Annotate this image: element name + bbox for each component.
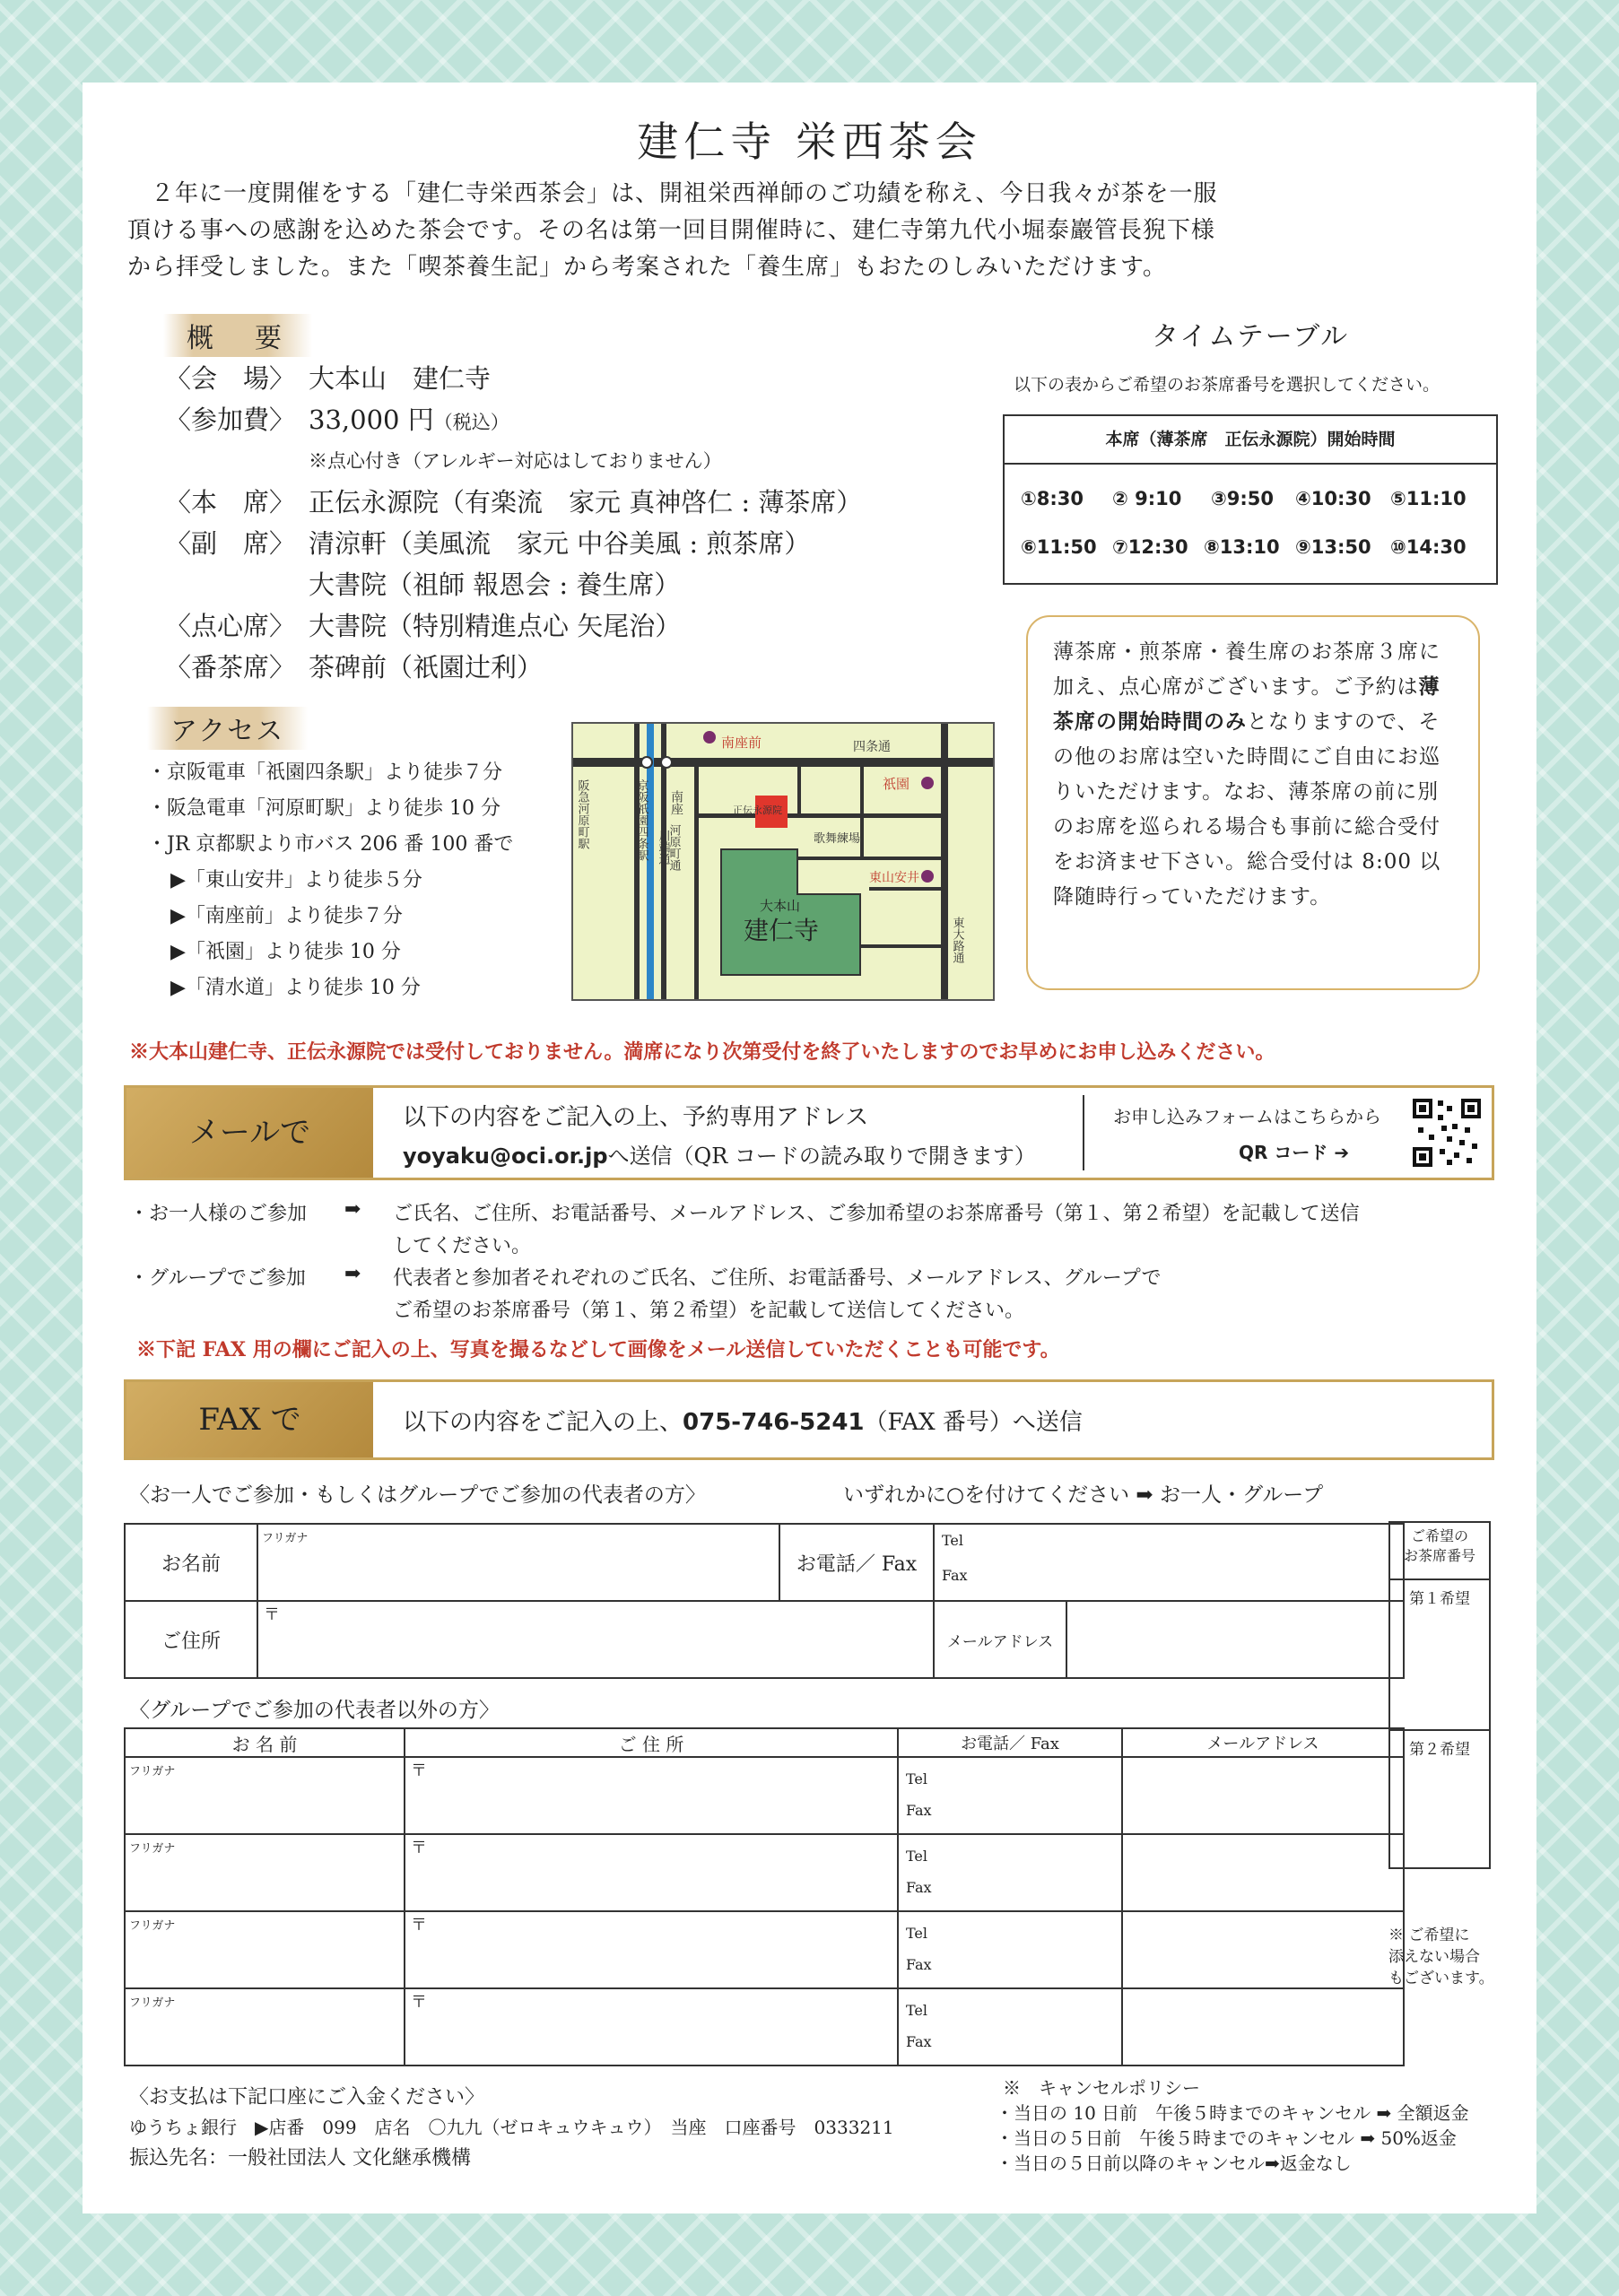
mail-detail-text: 代表者と参加者それぞれのご氏名、ご住所、お電話番号、メールアドレス、グループで bbox=[393, 1267, 1162, 1290]
time-slot[interactable]: ⑧13:10 bbox=[1204, 536, 1280, 558]
tel-label: Tel bbox=[906, 2002, 928, 2019]
fax-instruction-text: （FAX 番号）へ送信 bbox=[864, 1409, 1083, 1436]
cancel-heading: ※ キャンセルポリシー bbox=[1003, 2077, 1200, 2099]
mail-instruction-text: へ送信（QR コードの読み取りで開きます） bbox=[607, 1144, 1036, 1169]
map-label: 川端通 bbox=[656, 830, 670, 865]
intro-line: 頂ける事への感謝を込めた茶会です。その名は第一回目開催時に、建仁寺第九代小堀泰巖管長猊下様 bbox=[127, 217, 1215, 244]
time-slot[interactable]: ⑦12:30 bbox=[1112, 536, 1188, 558]
member-name-field[interactable] bbox=[125, 1757, 405, 1834]
preference-head: ご希望の お茶席番号 bbox=[1390, 1523, 1489, 1580]
member-phone-field[interactable] bbox=[898, 1988, 1122, 2066]
phone-label: お電話／ Fax bbox=[779, 1524, 934, 1601]
mail-band bbox=[124, 1085, 1494, 1180]
time-slot[interactable]: ⑥11:50 bbox=[1021, 536, 1097, 558]
postal-mark: 〒 bbox=[411, 1993, 427, 2012]
time-slot[interactable]: ①8:30 bbox=[1021, 488, 1084, 509]
overview-label: 〈副 席〉 bbox=[165, 528, 296, 559]
overview-label: 〈番茶席〉 bbox=[165, 652, 296, 683]
time-slot[interactable]: ④10:30 bbox=[1295, 488, 1371, 509]
access-map bbox=[571, 722, 995, 1001]
member-phone-field[interactable] bbox=[898, 1757, 1122, 1834]
col-header: お 名 前 bbox=[125, 1728, 405, 1757]
mail-instruction-2 bbox=[403, 1138, 1036, 1170]
col-header: ご 住 所 bbox=[405, 1728, 898, 1757]
furigana-label: フリガナ bbox=[129, 1842, 176, 1856]
cancel-item: ・当日の 10 日前 午後５時までのキャンセル ➡ 全額返金 bbox=[996, 2102, 1469, 2124]
map-label: 祇園 bbox=[883, 776, 910, 792]
furigana-label: フリガナ bbox=[129, 1765, 176, 1779]
higashioji-road bbox=[941, 724, 948, 999]
bus-stop-marker bbox=[921, 870, 934, 883]
table-row bbox=[125, 1988, 1404, 2066]
fax-instruction bbox=[403, 1404, 1083, 1437]
overview-value: 正伝永源院（有楽流 家元 真神啓仁 : 薄茶席） bbox=[309, 487, 863, 517]
payee-info: 振込先名：一般社団法人 文化継承機構 bbox=[129, 2147, 471, 2170]
fax-band-label: FAX で bbox=[126, 1382, 373, 1457]
note-emphasis: 薄茶席の開始時間のみ bbox=[1053, 675, 1441, 734]
overview-label: 〈本 席〉 bbox=[165, 487, 296, 517]
time-slot[interactable]: ⑨13:50 bbox=[1295, 536, 1371, 558]
overview-value: 大書院（祖師 報恩会 : 養生席） bbox=[309, 570, 681, 600]
cancel-policy bbox=[996, 2075, 1469, 2176]
tel-label: Tel bbox=[906, 1848, 928, 1865]
name-label: お名前 bbox=[125, 1524, 257, 1601]
bus-stop-marker bbox=[921, 777, 934, 789]
form-link-text: お申し込みフォームはこちらから bbox=[1113, 1106, 1381, 1127]
member-address-field[interactable] bbox=[405, 1988, 898, 2066]
second-choice-field[interactable] bbox=[1390, 1731, 1489, 1759]
timetable-head: 本席（薄茶席 正伝永源院）開始時間 bbox=[1005, 416, 1496, 465]
fax-label: Fax bbox=[942, 1567, 968, 1584]
overview-row bbox=[165, 606, 681, 643]
time-slot[interactable]: ⑩14:30 bbox=[1390, 536, 1467, 558]
postal-mark: 〒 bbox=[411, 1916, 427, 1935]
qr-code-icon[interactable] bbox=[1411, 1097, 1483, 1169]
group-members-form bbox=[124, 1727, 1405, 2066]
reservation-note bbox=[1026, 615, 1480, 990]
fax-band bbox=[124, 1379, 1494, 1460]
station-marker bbox=[661, 757, 672, 768]
overview-value: 清涼軒（美風流 家元 中谷美風 : 煎茶席） bbox=[309, 528, 811, 559]
mail-detail-text: してください。 bbox=[393, 1235, 532, 1257]
map-label: 京阪祇園四条駅 bbox=[634, 779, 648, 861]
access-item: ・阪急電車「河原町駅」より徒歩 10 分 bbox=[147, 797, 500, 820]
overview-value: 大書院（特別精進点心 矢尾治） bbox=[309, 611, 682, 641]
mail-instruction: 以下の内容をご記入の上、予約専用アドレス bbox=[403, 1104, 869, 1131]
map-label: 正伝永源院 bbox=[733, 804, 782, 816]
flyer-sheet bbox=[83, 83, 1536, 2213]
member-name-field[interactable] bbox=[125, 1988, 405, 2066]
access-item: ・京阪電車「祇園四条駅」より徒歩７分 bbox=[147, 761, 503, 784]
postal-mark: 〒 bbox=[411, 1839, 427, 1857]
access-item: ▶「清水道」より徒歩 10 分 bbox=[170, 977, 421, 999]
table-row bbox=[125, 1911, 1404, 1988]
qr-label bbox=[1239, 1138, 1349, 1164]
map-label: 東大路通 bbox=[950, 917, 964, 963]
postal-mark: 〒 bbox=[411, 1761, 427, 1780]
arrow-right-icon: ➡ bbox=[344, 1263, 361, 1285]
overview-suffix: （税込） bbox=[433, 412, 509, 433]
map-label: 南座 bbox=[669, 790, 683, 815]
map-label: 河原町通 bbox=[666, 824, 681, 871]
map-label: 四条通 bbox=[853, 740, 891, 754]
timetable-instruction: 以下の表からご希望のお茶席番号を選択してください。 bbox=[1014, 375, 1441, 395]
bus-stop-marker bbox=[703, 731, 716, 744]
first-choice-field[interactable] bbox=[1390, 1580, 1489, 1731]
col-header: メールアドレス bbox=[1122, 1728, 1404, 1757]
mail-detail-who: ・グループでご参加 bbox=[129, 1267, 306, 1290]
col-header: お電話／ Fax bbox=[898, 1728, 1122, 1757]
postal-mark: 〒 bbox=[264, 1605, 280, 1624]
member-email-field[interactable] bbox=[1122, 1988, 1404, 2066]
name-field[interactable] bbox=[257, 1524, 779, 1601]
station-marker bbox=[641, 757, 652, 768]
overview-note: ※点心付き（アレルギー対応はしておりません） bbox=[309, 450, 722, 472]
time-slot[interactable]: ② 9:10 bbox=[1112, 488, 1182, 509]
fax-label: Fax bbox=[906, 1956, 932, 1973]
mail-divider bbox=[1083, 1095, 1084, 1170]
qr-label-text: QR コード bbox=[1239, 1142, 1328, 1163]
email-label: メールアドレス bbox=[934, 1601, 1066, 1678]
access-item: ▶「南座前」より徒歩７分 bbox=[170, 905, 403, 927]
cancel-item: ・当日の５日前 午後５時までのキャンセル ➡ 50%返金 bbox=[996, 2127, 1457, 2149]
mail-detail-text: ご氏名、ご住所、お電話番号、メールアドレス、ご参加希望のお茶席番号（第１、第２希望）を記載して送信 bbox=[393, 1203, 1360, 1225]
map-label: 大本山 bbox=[760, 898, 801, 914]
tel-label: Tel bbox=[906, 1925, 928, 1942]
mail-detail-text: ご希望のお茶席番号（第１、第２希望）を記載して送信してください。 bbox=[393, 1300, 1025, 1322]
overview-value: 33,000 円 bbox=[309, 404, 434, 435]
map-label: 阪急河原町駅 bbox=[575, 779, 589, 849]
participation-choice[interactable]: いずれかに○を付けてください ➡ お一人・グループ bbox=[843, 1483, 1324, 1507]
arrow-right-icon: ➔ bbox=[1334, 1142, 1350, 1163]
email-field[interactable] bbox=[1066, 1601, 1404, 1678]
intro-line: ２年に一度開催をする「建仁寺栄西茶会」は、開祖栄西禅師のご功績を称え、今日我々が茶を一服 bbox=[151, 180, 1218, 207]
page-title: 建仁寺 栄西茶会 bbox=[637, 117, 982, 166]
mail-address[interactable]: yoyaku@oci.or.jp bbox=[403, 1144, 608, 1169]
member-email-field[interactable] bbox=[1122, 1757, 1404, 1834]
note-text: 薄茶席・煎茶席・養生席のお茶席３席に加え、点心席がございます。ご予約は bbox=[1053, 640, 1441, 699]
timetable-box bbox=[1003, 414, 1498, 585]
form1-heading: 〈お一人でご参加・もしくはグループでご参加の代表者の方〉 bbox=[129, 1483, 706, 1507]
access-heading: アクセス bbox=[147, 707, 308, 750]
tel-label: Tel bbox=[906, 1770, 928, 1787]
overview-value: 茶碑前（祇園辻利） bbox=[309, 652, 544, 683]
access-item: ▶「東山安井」より徒歩５分 bbox=[170, 869, 422, 891]
time-slot[interactable]: ③9:50 bbox=[1211, 488, 1275, 509]
fax-photo-warning: ※下記 FAX 用の欄にご記入の上、写真を撮るなどして画像をメール送信していただくことも可能です。 bbox=[136, 1338, 1060, 1361]
map-label: 東山安井 bbox=[869, 871, 919, 885]
first-choice-label: 第１希望 bbox=[1409, 1590, 1470, 1608]
overview-label: 〈参加費〉 bbox=[165, 404, 296, 435]
map-label: 南座前 bbox=[721, 735, 762, 751]
note-text: となりますので、その他のお席は空いた時間にご自由にお巡りいただけます。なお、薄茶席の前に別のお席を巡られる場合も事前に総合受付をお済ませ下さい。総合受付は 8:00 以降随時行っていただけます。 bbox=[1053, 710, 1441, 909]
address-field[interactable] bbox=[257, 1601, 934, 1678]
overview-value: 大本山 建仁寺 bbox=[309, 363, 492, 394]
map-label: 歌舞練場 bbox=[814, 832, 861, 846]
fax-label: Fax bbox=[906, 1802, 932, 1819]
address-label: ご住所 bbox=[125, 1601, 257, 1678]
payment-heading: 〈お支払は下記口座にご入金ください〉 bbox=[129, 2086, 485, 2109]
member-address-field[interactable] bbox=[405, 1911, 898, 1988]
arrow-right-icon: ➡ bbox=[344, 1198, 361, 1221]
overview-row bbox=[165, 524, 810, 561]
member-phone-field[interactable] bbox=[898, 1834, 1122, 1911]
representative-form bbox=[124, 1523, 1405, 1679]
tel-label: Tel bbox=[942, 1532, 964, 1549]
intro-text bbox=[127, 176, 1491, 286]
furigana-label: フリガナ bbox=[129, 1919, 176, 1933]
overview-row bbox=[165, 483, 862, 519]
member-email-field[interactable] bbox=[1122, 1911, 1404, 1988]
form2-heading: 〈グループでご参加の代表者以外の方〉 bbox=[129, 1699, 500, 1722]
fax-label: Fax bbox=[906, 1879, 932, 1896]
fax-instruction-text: 以下の内容をご記入の上、 bbox=[403, 1409, 683, 1436]
overview-row bbox=[165, 648, 543, 684]
furigana-label: フリガナ bbox=[129, 1996, 176, 2010]
intro-line: から拝受しました。また「喫茶養生記」から考案された「養生席」もおたのしみいただけます。 bbox=[127, 254, 1167, 281]
member-name-field[interactable] bbox=[125, 1911, 405, 1988]
map-label: 建仁寺 bbox=[744, 916, 820, 945]
overview-row bbox=[165, 400, 509, 437]
overview-label: 〈会 場〉 bbox=[165, 363, 296, 394]
member-address-field[interactable] bbox=[405, 1757, 898, 1834]
timetable-heading: タイムテーブル bbox=[1152, 321, 1350, 352]
overview-heading: 概 要 bbox=[163, 314, 312, 357]
access-item: ▶「祇園」より徒歩 10 分 bbox=[170, 941, 401, 963]
member-phone-field[interactable] bbox=[898, 1911, 1122, 1988]
furigana-label: フリガナ bbox=[262, 1532, 309, 1545]
mail-band-label: メールで bbox=[126, 1088, 373, 1178]
cancel-item: ・当日の５日前以降のキャンセル➡返金なし bbox=[996, 2152, 1352, 2174]
phone-field[interactable] bbox=[934, 1524, 1404, 1601]
preference-note: ※ ご希望に 添えない場合 もございます。 bbox=[1388, 1926, 1494, 1987]
member-address-field[interactable] bbox=[405, 1834, 898, 1911]
member-name-field[interactable] bbox=[125, 1834, 405, 1911]
mail-detail-who: ・お一人様のご参加 bbox=[129, 1203, 308, 1225]
table-row bbox=[125, 1834, 1404, 1911]
overview-label: 〈点心席〉 bbox=[165, 611, 296, 641]
fax-label: Fax bbox=[906, 2033, 932, 2050]
second-choice-label: 第２希望 bbox=[1409, 1741, 1470, 1759]
reception-warning: ※大本山建仁寺、正伝永源院では受付しておりません。満席になり次第受付を終了いたしますのでお早めにお申し込みください。 bbox=[129, 1040, 1275, 1064]
access-item: ・JR 京都駅より市バス 206 番 100 番で bbox=[147, 833, 514, 856]
overview-row bbox=[165, 359, 491, 396]
fax-number[interactable]: 075-746-5241 bbox=[683, 1409, 865, 1436]
time-slot[interactable]: ⑤11:10 bbox=[1390, 488, 1467, 509]
member-email-field[interactable] bbox=[1122, 1834, 1404, 1911]
table-row bbox=[125, 1757, 1404, 1834]
bank-info: ゆうちょ銀行 ▶店番 099 店名 〇九九（ゼロキュウキュウ） 当座 口座番号 0333211 bbox=[129, 2117, 894, 2138]
